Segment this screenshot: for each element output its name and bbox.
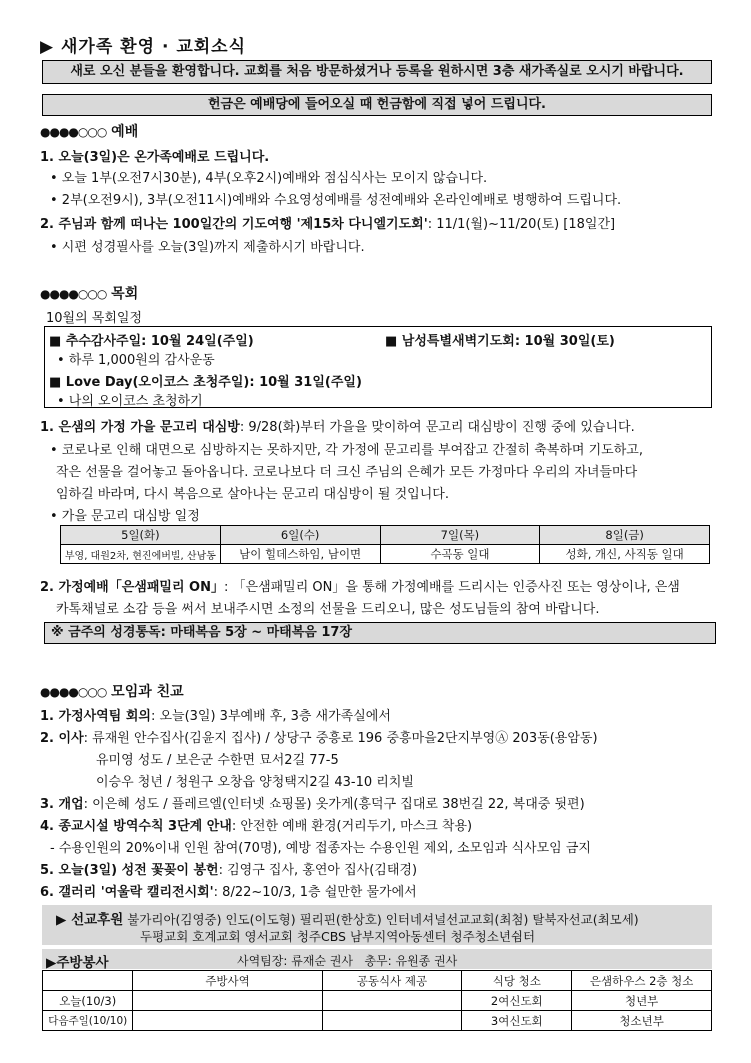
mission-support-list-1: 불가리아(김영중) 인도(이도형) 필리핀(한상호) 인터네셔널선교교회(최첨) 탈북자선교(최모세) [127,912,639,927]
page-title: ▶ 새가족 환영 · 교회소식 [40,37,247,57]
table-cell [133,1011,322,1031]
pastoral-text-2: 작은 선물을 걸어놓고 돌아옵니다. 코로나보다 더 크신 주님의 은혜가 모든 가정마다 우리의 자녀들마다 [56,465,638,480]
table-cell: 남이 힐데스하임, 남이면 [220,545,380,564]
fellowship-item-2-detail: : 류재원 안수집사(김윤지 집사) / 상당구 중흥로 196 중흥마을2단지부영Ⓐ 203동(용암동) [83,731,598,746]
schedule-title: 10월의 목회일정 [46,311,143,326]
table-header-cell: 은샘하우스 2층 청소 [572,971,712,991]
worship-item-2 [40,213,615,232]
schedule-thanksgiving-note: • 하루 1,000원의 감사운동 [57,353,215,368]
worship-item-1a: • 오늘 1부(오전7시30분), 4부(오후2시)예배와 점심식사는 모이지 않습니다. [50,171,488,186]
pastoral-item-2-detail: : 「은샘패밀리 ON」을 통해 가정예배를 드리시는 인증사진 또는 영상이나, 은샘 [224,580,680,595]
kitchen-service-label: ▶주방봉사 [46,955,109,971]
fellowship-item-6-title: 6. 갤러리 '여울락 캘리전시회' [40,885,214,900]
pastoral-text-3: 임하길 바라며, 다시 복음으로 살아나는 문고리 대심방이 될 것입니다. [56,487,449,502]
welcome-banner: 새로 오신 분들을 환영합니다. 교회를 처음 방문하셨거나 등록을 원하시면 3층 새가족실로 오시기 바랍니다. [42,60,712,84]
table-header-cell: 주방사역 [133,971,322,991]
table-cell: 청년부 [572,991,712,1011]
fellowship-item-3-detail: : 이은혜 성도 / 플레르엘(인터넷 쇼핑몰) 옷가게(흥덕구 집대로 38번길 22, 복대중 뒷편) [83,797,585,812]
fellowship-item-4 [40,815,472,834]
schedule-dawn-prayer: ■ 남성특별새벽기도회: 10월 30일(토) [385,334,615,349]
table-header-cell: 5일(화) [61,526,221,545]
fellowship-item-4-cont: - 수용인원의 20%이내 인원 참여(70명), 예방 접종자는 수용인원 제외, 소모임과 식사모임 금지 [50,841,591,856]
pastoral-text-1: • 코로나로 인해 대면으로 심방하지는 못하지만, 각 가정에 문고리를 부여잡고 간절히 축복하며 기도하고, [50,443,643,458]
kitchen-service-leaders: 사역팀장: 류재순 권사 총무: 유원종 권사 [237,954,458,968]
table-cell [133,991,322,1011]
table-header-cell: 공동식사 제공 [322,971,462,991]
fellowship-heading-label: 모임과 친교 [111,684,184,700]
bullet-dots-icon: ●●●●○○○ [40,125,107,139]
mission-support-box [42,905,712,945]
mission-support-list-2: 두평교회 호계교회 영서교회 청주CBS 남부지역아동센터 청주청소년쉼터 [140,929,536,944]
fellowship-item-6 [40,881,417,900]
fellowship-item-2-title: 2. 이사 [40,731,84,746]
fellowship-item-5-title: 5. 오늘(3일) 성전 꽃꽂이 봉헌 [40,863,219,878]
offering-banner: 헌금은 예배당에 들어오실 때 헌금함에 직접 넣어 드립니다. [42,94,712,116]
table-cell: 청소년부 [572,1011,712,1031]
fellowship-item-4-title: 4. 종교시설 방역수칙 3단계 안내 [40,819,232,834]
pastoral-heading [40,283,138,303]
visit-schedule-table [60,525,710,564]
schedule-thanksgiving: ■ 추수감사주일: 10월 24일(주일) [49,334,254,349]
mission-support-line-1 [56,908,639,928]
table-header-cell: 8일(금) [540,526,710,545]
table-row [61,526,710,545]
fellowship-item-2 [40,727,598,746]
table-cell: 3여신도회 [462,1011,572,1031]
pastoral-item-1 [40,416,635,435]
worship-item-2-detail: : 11/1(월)~11/20(토) [18일간] [427,217,616,232]
table-cell: 2여신도회 [462,991,572,1011]
table-cell: 수곡동 일대 [380,545,540,564]
bullet-dots-icon: ●●●●○○○ [40,287,107,301]
pastoral-item-2-cont: 카톡채널로 소감 등을 써서 보내주시면 소정의 선물을 드리오니, 많은 성도님들의 참여 바랍니다. [56,602,600,617]
table-cell: 다음주일(10/10) [43,1011,133,1031]
table-header-cell: 6일(수) [220,526,380,545]
worship-heading [40,121,138,141]
bible-reading-banner: ※ 금주의 성경통독: 마태복음 5장 ~ 마태복음 17장 [44,622,716,644]
table-header-cell: 식당 청소 [462,971,572,991]
table-cell: 오늘(10/3) [43,991,133,1011]
pastoral-item-2-title: 2. 가정예배「은샘패밀리 ON」 [40,580,224,595]
fellowship-item-5-detail: : 김영구 집사, 홍연아 집사(김태경) [218,863,418,878]
kitchen-service-table [42,970,712,1031]
table-header-cell [43,971,133,991]
worship-item-1: 1. 오늘(3일)은 온가족예배로 드립니다. [40,150,270,165]
bullet-dots-icon: ●●●●○○○ [40,685,107,699]
table-row [43,971,712,991]
worship-item-2-title: 2. 주님과 함께 떠나는 100일간의 기도여행 '제15차 다니엘기도회' [40,217,428,232]
pastoral-item-2 [40,576,680,595]
schedule-love-day-note: • 나의 오이코스 초청하기 [57,394,203,409]
fellowship-item-4-detail: : 안전한 예배 환경(거리두기, 마스크 착용) [231,819,473,834]
worship-heading-label: 예배 [111,124,139,140]
pastoral-item-1-detail: : 9/28(화)부터 가을을 맞이하여 문고리 대심방이 진행 중에 있습니다. [239,420,635,435]
fellowship-item-2-cont-2: 이승우 청년 / 청원구 오창읍 양청택지2길 43-10 리치빌 [96,775,414,790]
worship-item-2a: • 시편 성경필사를 오늘(3일)까지 제출하시기 바랍니다. [50,240,365,255]
fellowship-item-3 [40,793,585,812]
fellowship-item-1 [40,705,391,724]
fellowship-item-1-title: 1. 가정사역팀 회의 [40,709,151,724]
fellowship-item-6-detail: : 8/22~10/3, 1층 쉴만한 물가에서 [213,885,417,900]
fellowship-item-1-detail: : 오늘(3일) 3부예배 후, 3층 새가족실에서 [150,709,391,724]
schedule-box [44,326,712,408]
table-row [61,545,710,564]
schedule-love-day: ■ Love Day(오이코스 초청주일): 10월 31일(주일) [49,375,362,390]
table-cell: 부영, 대원2차, 현진에버빌, 산남동 [61,545,221,564]
fellowship-heading [40,681,184,701]
fellowship-item-5 [40,859,417,878]
table-cell: 성화, 개신, 사직동 일대 [540,545,710,564]
table-cell [322,991,462,1011]
table-header-cell: 7일(목) [380,526,540,545]
pastoral-text-4: • 가을 문고리 대심방 일정 [50,509,200,524]
table-cell [322,1011,462,1031]
fellowship-item-3-title: 3. 개업 [40,797,84,812]
mission-support-label: ▶ 선교후원 [56,912,124,928]
pastoral-heading-label: 목회 [111,286,139,302]
pastoral-item-1-title: 1. 은샘의 가정 가을 문고리 대심방 [40,420,240,435]
worship-item-1b: • 2부(오전9시), 3부(오전11시)예배와 수요영성예배를 성전예배와 온라인예배로 병행하여 드립니다. [50,193,622,208]
table-row [43,991,712,1011]
fellowship-item-2-cont-1: 유미영 성도 / 보은군 수한면 묘서2길 77-5 [96,753,339,768]
table-row [43,1011,712,1031]
kitchen-service-bar [42,949,712,969]
